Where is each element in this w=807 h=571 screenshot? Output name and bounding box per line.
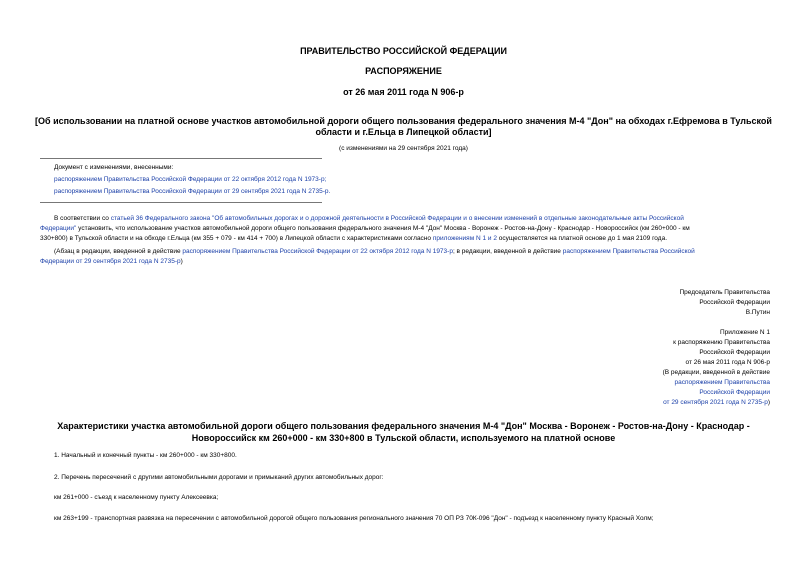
characteristics-title-line-2: Новороссийск км 260+000 - км 330+800 в Тульской области, используемого на платной основе (191, 433, 616, 443)
body-text: установить, что использование участков автомобильной дороги общего пользования федерального значения М-4 "Дон" Москва - Воронеж - Ростов-на-Дону - Краснодар - Новороссийск (км 260+000 - км (76, 225, 690, 232)
signature-name: В.Путин (745, 309, 770, 316)
amendment-link-2012[interactable]: распоряжением Правительства Российской Федерации от 22 октября 2012 года N 1973-р; (54, 176, 327, 183)
body-paragraph-1-line-2 (40, 224, 690, 234)
body-paragraph-2-line-2 (40, 257, 183, 267)
body-text: 330+800) в Тульской области и на обходе г.Ельца (км 355 + 079 - км 414 + 700) в Липецкой области с характеристиками согласно (40, 235, 433, 242)
appendix-link-3[interactable]: от 29 сентября 2021 года N 2735-р (663, 399, 768, 406)
amendment-link-2012-inline[interactable]: распоряжением Правительства Российской Федерации от 22 октября 2012 года N 1973-р (182, 248, 453, 255)
characteristics-title-line-1: Характеристики участка автомобильной дороги общего пользования федерального значения М-4 "Дон" Москва - Воронеж - Ростов-на-Дону - Краснодар - (57, 421, 750, 431)
changes-note: (с изменениями на 29 сентября 2021 года) (339, 145, 468, 152)
document-type: РАСПОРЯЖЕНИЕ (365, 66, 442, 76)
amendment-link-2021-inline[interactable]: распоряжением Правительства Российской (562, 248, 695, 255)
appendix-close: ) (767, 399, 770, 406)
characteristics-item-3: км 261+000 - съезд к населенному пункту Алексеевка; (54, 494, 219, 501)
appendix-link-2[interactable]: Российской Федерации (699, 389, 770, 396)
signature-position: Председатель Правительства (679, 289, 770, 296)
signature-block (679, 288, 770, 318)
body-paragraph-1-line-1 (54, 214, 684, 224)
body-text: (Абзац в редакции, введенной в действие (54, 248, 183, 255)
divider-bottom (40, 202, 322, 203)
law-article-link[interactable]: статьей 36 Федерального закона "Об автомобильных дорогах и о дорожной деятельности в Российской Федерации и о внесении изменений в отдельные законодательные акты Российской (110, 215, 684, 222)
appendix-number: Приложение N 1 (719, 329, 770, 336)
body-text: ; в редакции, введенной в действие (452, 248, 563, 255)
document-title-line-1: [Об использовании на платной основе участков автомобильной дороги общего пользования федерального значения М-4 "Дон" на обходах г.Ефремова в Тульской (35, 116, 772, 126)
body-paragraph-1-line-3 (40, 234, 667, 244)
body-text: В соответствии со (54, 215, 111, 222)
appendix-header (663, 328, 770, 408)
appendix-org: Российской Федерации (699, 349, 770, 356)
appendix-link-1[interactable]: распоряжением Правительства (674, 379, 770, 386)
appendix-date: от 26 мая 2011 года N 906-р (685, 359, 770, 366)
body-text: осуществляется на платной основе до 1 мая 2109 года. (496, 235, 667, 242)
characteristics-item-2: 2. Перечень пересечений с другими автомобильными дорогами и примыканий других автомобильных дорог: (54, 474, 384, 481)
appendix-edition-note: (В редакции, введенной в действие (662, 369, 770, 376)
divider-top (40, 158, 322, 159)
government-heading: ПРАВИТЕЛЬСТВО РОССИЙСКОЙ ФЕДЕРАЦИИ (300, 46, 507, 56)
amendment-link-2021-inline-cont[interactable]: Федерации от 29 сентября 2021 года N 2735-р (40, 258, 181, 265)
body-paragraph-2-line-1 (54, 247, 695, 257)
signature-org: Российской Федерации (699, 299, 770, 306)
appendix-link[interactable]: приложениям N 1 и 2 (432, 235, 497, 242)
characteristics-item-4: км 263+199 - транспортная развязка на пересечении с автомобильной дорогой общего пользования регионального значения 70 ОП РЗ 70К-096 "Дон" - подъезд к населенному пункту Красный Холм; (54, 515, 654, 522)
amendments-intro: Документ с изменениями, внесенными: (54, 164, 174, 171)
law-article-link-cont[interactable]: Федерации" (40, 225, 77, 232)
amendment-link-2021[interactable]: распоряжением Правительства Российской Федерации от 29 сентября 2021 года N 2735-р. (54, 188, 331, 195)
characteristics-item-1: 1. Начальный и конечный пункты - км 260+000 - км 330+800. (54, 452, 237, 459)
body-text: ) (180, 258, 183, 265)
document-title-line-2: области и г.Ельца в Липецкой области] (315, 127, 492, 137)
appendix-ref: к распоряжению Правительства (673, 339, 770, 346)
document-date: от 26 мая 2011 года N 906-р (343, 87, 464, 97)
